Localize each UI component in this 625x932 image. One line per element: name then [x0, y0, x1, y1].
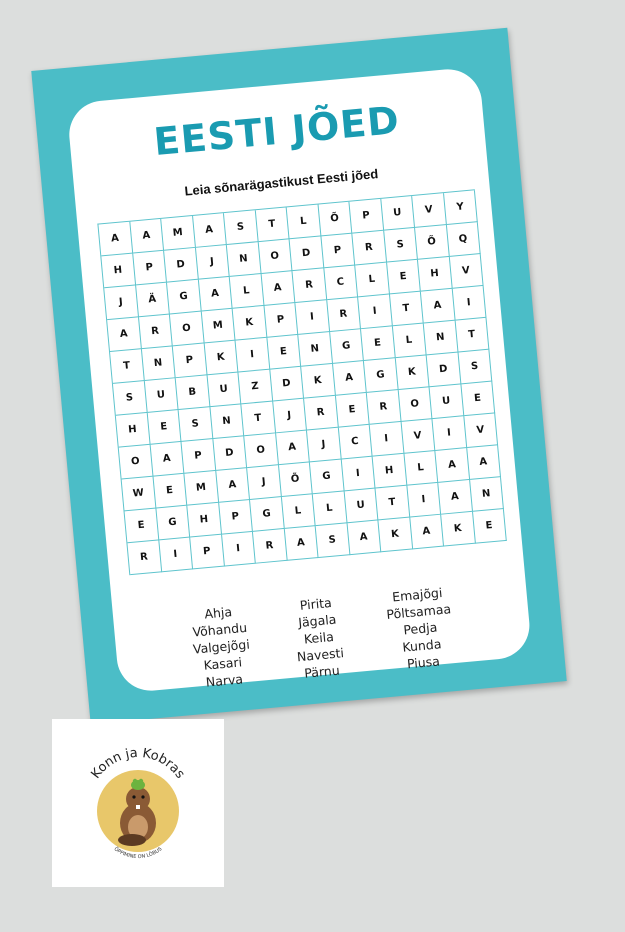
grid-cell: L [404, 451, 438, 486]
grid-cell: R [139, 314, 173, 349]
grid-cell: K [378, 518, 412, 553]
word-list-item: Emajõgi [391, 584, 443, 605]
grid-cell: P [321, 234, 355, 269]
grid-cell: O [119, 445, 153, 480]
grid-cell: N [424, 321, 458, 356]
grid-cell: K [301, 364, 335, 399]
grid-cell: T [241, 401, 275, 436]
logo-top-text: Konn ja Kobras [88, 745, 188, 782]
grid-cell: K [441, 512, 475, 547]
grid-cell: K [233, 306, 267, 341]
grid-cell: A [150, 442, 184, 477]
grid-cell: P [349, 199, 383, 234]
grid-cell: D [290, 236, 324, 271]
grid-cell: U [144, 378, 178, 413]
grid-cell: E [387, 260, 421, 295]
grid-cell: R [127, 540, 161, 575]
grid-cell: I [358, 294, 392, 329]
grid-cell: D [427, 352, 461, 387]
beaver-eye [141, 795, 144, 798]
grid-cell: R [292, 268, 326, 303]
grid-cell: O [244, 433, 278, 468]
grid-cell: A [467, 445, 501, 480]
grid-cell: I [295, 300, 329, 335]
grid-cell: S [316, 523, 350, 558]
grid-cell: L [392, 323, 426, 358]
word-list-item: Pärnu [303, 662, 341, 681]
grid-cell: D [213, 436, 247, 471]
grid-cell: A [435, 448, 469, 483]
grid-cell: G [167, 280, 201, 315]
grid-cell: T [255, 207, 289, 242]
beaver-eye [132, 795, 135, 798]
grid-cell: L [355, 263, 389, 298]
word-list-item: Narva [205, 671, 244, 690]
frog-eye [133, 779, 137, 783]
grid-cell: Õ [318, 202, 352, 237]
grid-cell: G [310, 460, 344, 495]
grid-cell: H [187, 503, 221, 538]
grid-cell: I [159, 538, 193, 573]
grid-cell: O [398, 387, 432, 422]
grid-cell: E [473, 509, 507, 544]
grid-cell: H [373, 454, 407, 489]
grid-cell: A [261, 271, 295, 306]
grid-cell: A [98, 222, 132, 257]
grid-cell: E [147, 410, 181, 445]
grid-cell: G [156, 506, 190, 541]
grid-cell: S [113, 381, 147, 416]
grid-cell: O [170, 312, 204, 347]
grid-cell: J [247, 465, 281, 500]
grid-cell: W [122, 477, 156, 512]
word-list-item: Navesti [296, 645, 345, 665]
grid-cell: M [161, 216, 195, 251]
grid-cell: I [407, 483, 441, 518]
grid-cell: P [133, 251, 167, 286]
grid-cell: I [370, 422, 404, 457]
grid-cell: R [352, 231, 386, 266]
grid-cell: R [327, 297, 361, 332]
worksheet-card [66, 66, 532, 693]
grid-cell: I [222, 532, 256, 567]
grid-cell: P [181, 439, 215, 474]
grid-cell: G [330, 329, 364, 364]
grid-cell: I [236, 338, 270, 373]
grid-cell: H [116, 413, 150, 448]
grid-cell: V [449, 254, 483, 289]
word-list-column [292, 593, 347, 682]
grid-cell: P [219, 500, 253, 535]
grid-cell: A [193, 213, 227, 248]
word-list-item: Pedja [402, 619, 438, 638]
grid-cell: L [230, 274, 264, 309]
grid-cell: A [347, 520, 381, 555]
word-list-item: Jägala [297, 611, 337, 631]
grid-cell: Y [444, 190, 478, 225]
grid-cell: P [264, 303, 298, 338]
worksheet-subtitle: Leia sõnarägastikust Eesti jõed [183, 166, 379, 199]
grid-cell: N [141, 346, 175, 381]
grid-cell: I [341, 457, 375, 492]
grid-cell: T [376, 486, 410, 521]
grid-cell: U [207, 372, 241, 407]
grid-cell: A [198, 277, 232, 312]
word-list-item: Pirita [299, 595, 333, 613]
grid-cell: E [361, 326, 395, 361]
word-list-column [384, 583, 456, 674]
word-list-column [189, 602, 253, 692]
grid-cell: A [284, 526, 318, 561]
grid-cell: A [333, 361, 367, 396]
word-list-item: Kunda [401, 636, 442, 655]
grid-cell: A [410, 515, 444, 550]
grid-cell: S [179, 407, 213, 442]
grid-cell: I [452, 286, 486, 321]
grid-cell: G [250, 497, 284, 532]
grid-cell: R [304, 396, 338, 431]
grid-cell: T [455, 318, 489, 353]
grid-cell: U [381, 196, 415, 231]
word-list-item: Põltsamaa [385, 601, 452, 623]
grid-cell: D [164, 248, 198, 283]
grid-cell: R [253, 529, 287, 564]
grid-cell: J [307, 428, 341, 463]
grid-cell: E [125, 509, 159, 544]
grid-cell: J [273, 399, 307, 434]
grid-cell: R [367, 390, 401, 425]
word-list-item: Valgejõgi [192, 636, 251, 657]
grid-cell: J [195, 245, 229, 280]
grid-cell: C [324, 265, 358, 300]
grid-cell: N [298, 332, 332, 367]
beaver-teeth [136, 805, 140, 809]
word-list-item: Ahja [203, 604, 233, 622]
grid-cell: N [470, 477, 504, 512]
grid-cell: L [281, 494, 315, 529]
grid-cell: P [173, 343, 207, 378]
grid-cell: V [401, 419, 435, 454]
grid-cell: P [190, 535, 224, 570]
frog-eye [139, 779, 143, 783]
grid-cell: B [176, 375, 210, 410]
grid-cell: V [412, 193, 446, 228]
grid-cell: V [464, 413, 498, 448]
grid-cell: K [204, 341, 238, 376]
word-list [113, 576, 533, 698]
grid-cell: A [107, 317, 141, 352]
grid-cell: S [458, 350, 492, 385]
grid-cell: M [201, 309, 235, 344]
grid-cell: T [389, 292, 423, 327]
grid-cell: H [418, 257, 452, 292]
grid-cell: N [227, 242, 261, 277]
grid-cell: E [153, 474, 187, 509]
grid-cell: T [110, 349, 144, 384]
grid-cell: U [344, 489, 378, 524]
grid-cell: J [104, 285, 138, 320]
grid-cell: Z [238, 370, 272, 405]
word-list-item: Võhandu [191, 619, 248, 640]
word-list-item: Keila [303, 628, 335, 647]
grid-cell: I [432, 416, 466, 451]
worksheet-frame [31, 28, 566, 725]
grid-cell: E [335, 393, 369, 428]
grid-cell: G [364, 358, 398, 393]
worksheet-title: EESTI JÕED [151, 97, 402, 165]
brand-logo [52, 719, 224, 887]
grid-cell: L [287, 205, 321, 240]
grid-cell: S [384, 228, 418, 263]
grid-cell: D [270, 367, 304, 402]
grid-cell: Q [446, 222, 480, 257]
grid-cell: S [224, 210, 258, 245]
grid-cell: A [130, 219, 164, 254]
grid-cell: M [184, 471, 218, 506]
grid-cell: E [461, 382, 495, 417]
grid-cell: N [210, 404, 244, 439]
grid-cell: C [338, 425, 372, 460]
beaver-tail [118, 834, 146, 846]
word-list-item: Kasari [203, 654, 243, 673]
grid-cell: A [276, 431, 310, 466]
word-list-item: Piusa [406, 653, 441, 672]
grid-cell: K [395, 355, 429, 390]
grid-cell: L [313, 491, 347, 526]
grid-cell: H [101, 254, 135, 289]
grid-cell: A [216, 468, 250, 503]
grid-cell: A [421, 289, 455, 324]
grid-cell: A [438, 480, 472, 515]
grid-cell: U [430, 384, 464, 419]
beaver-logo-icon [52, 719, 224, 887]
grid-cell: O [258, 239, 292, 274]
word-search-grid [97, 189, 506, 575]
logo-bottom-text: ÕPPIMINE ON LÕBUS [112, 846, 164, 861]
grid-cell: Ä [136, 283, 170, 318]
grid-cell: Õ [415, 225, 449, 260]
grid-cell: Õ [279, 462, 313, 497]
grid-cell: E [267, 335, 301, 370]
